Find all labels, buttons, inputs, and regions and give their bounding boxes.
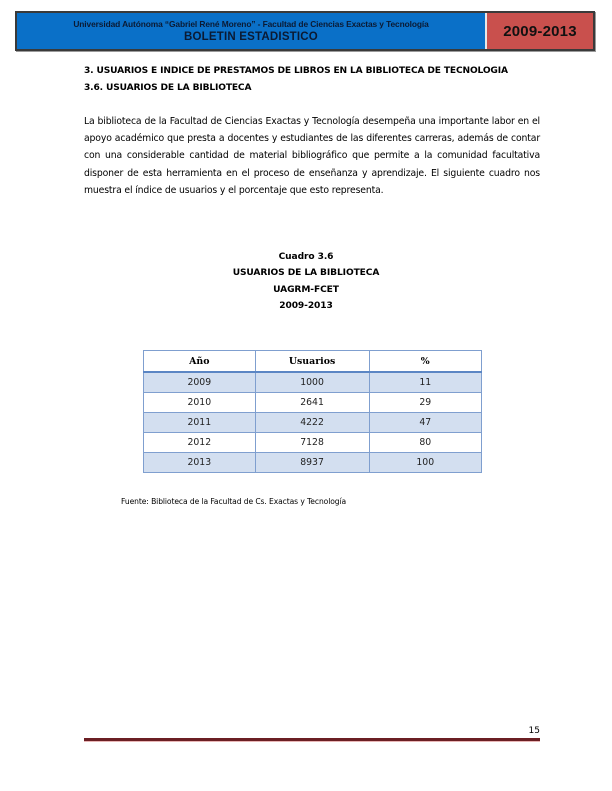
cell-year: 2009 — [144, 372, 256, 393]
cell-users: 7128 — [255, 433, 369, 453]
table-row — [144, 453, 482, 473]
cell-users: 1000 — [255, 372, 369, 393]
table-row — [144, 393, 482, 413]
cell-users: 4222 — [255, 413, 369, 433]
bulletin-years: 2009-2013 — [503, 22, 577, 40]
library-users-table — [143, 350, 482, 473]
cell-percent: 47 — [369, 413, 482, 433]
cell-year: 2012 — [144, 433, 256, 453]
subsection-heading: 3.6. USUARIOS DE LA BIBLIOTECA — [84, 83, 252, 93]
bulletin-title: BOLETIN ESTADISTICO — [184, 30, 318, 43]
page-header-banner — [15, 11, 595, 51]
cell-year: 2010 — [144, 393, 256, 413]
table-header-row — [144, 351, 482, 373]
cell-year: 2013 — [144, 453, 256, 473]
column-header-year: Año — [144, 351, 256, 373]
page-number: 15 — [528, 726, 540, 736]
body-paragraph: La biblioteca de la Facultad de Ciencias Exactas y Tecnología desempeña una importante labor en el apoyo académico que presta a docentes y estudiantes de las diferentes carreras, además de contar con una considerable cantidad de material bibliográfico que permite a la comunidad facultativa disponer de esta herramienta en el proceso de enseñanza y aprendizaje. El siguiente cuadro nos muestra el índice de usuarios y el porcentaje que esto representa. — [84, 116, 540, 196]
table-caption-period: 2009-2013 — [279, 301, 333, 311]
cell-percent: 80 — [369, 433, 482, 453]
header-years-block — [487, 13, 593, 49]
cell-users: 8937 — [255, 453, 369, 473]
table-row — [144, 433, 482, 453]
table-caption-title: USUARIOS DE LA BIBLIOTECA — [232, 268, 380, 278]
cell-percent: 11 — [369, 372, 482, 393]
column-header-percent: % — [369, 351, 482, 373]
table-row — [144, 413, 482, 433]
footer-divider-shadow — [84, 741, 540, 742]
cell-percent: 100 — [369, 453, 482, 473]
cell-users: 2641 — [255, 393, 369, 413]
table-caption-institution: UAGRM-FCET — [273, 285, 339, 295]
header-title-block — [17, 13, 487, 49]
table-row — [144, 372, 482, 393]
column-header-users: Usuarios — [255, 351, 369, 373]
cell-year: 2011 — [144, 413, 256, 433]
section-heading: 3. USUARIOS E INDICE DE PRESTAMOS DE LIBROS EN LA BIBLIOTECA DE TECNOLOGIA — [84, 66, 508, 76]
university-name: Universidad Autónoma “Gabriel René Moreno” - Facultad de Ciencias Exactas y Tecnología — [73, 18, 429, 29]
table-source-note: Fuente: Biblioteca de la Facultad de Cs. Exactas y Tecnología — [121, 497, 347, 506]
table-caption-number: Cuadro 3.6 — [278, 252, 334, 262]
cell-percent: 29 — [369, 393, 482, 413]
